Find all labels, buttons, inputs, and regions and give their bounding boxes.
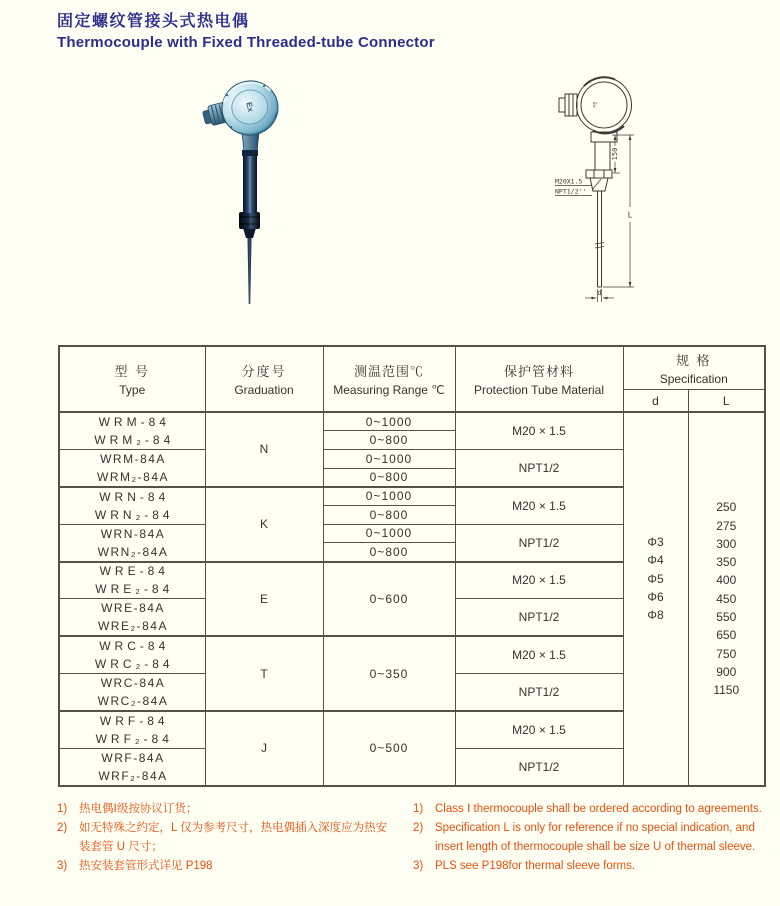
type-cell: WRC-84 xyxy=(59,636,205,655)
d-value: Φ4 xyxy=(647,553,664,568)
type-cell: WRF-84A xyxy=(59,748,205,767)
dim-label-diameter: d xyxy=(597,289,602,297)
type-cell: WRF₂-84A xyxy=(59,767,205,786)
type-cell: WRE-84 xyxy=(59,562,205,581)
col-header-grad-en: Graduation xyxy=(234,383,294,397)
footnote-item xyxy=(57,857,389,876)
footnote-number: 2) xyxy=(413,822,424,834)
footnotes-english xyxy=(413,800,769,876)
type-cell: WRM-84 xyxy=(59,412,205,431)
type-cell: WRC-84A xyxy=(59,674,205,693)
graduation-cell: T xyxy=(205,636,323,711)
head-neck xyxy=(242,132,259,156)
dim-label-length: L xyxy=(627,210,633,220)
range-cell: 0~500 xyxy=(323,711,455,786)
type-cell: WRF₂-84 xyxy=(59,730,205,749)
page-title-block xyxy=(57,8,435,51)
range-cell: 0~350 xyxy=(323,636,455,711)
drawing-ex-mark: Ex xyxy=(591,102,596,108)
footnote-text: 热安装套管形式详见 P198 xyxy=(79,860,213,872)
material-cell: NPT1/2 xyxy=(455,599,623,636)
col-header-material xyxy=(455,346,623,412)
range-cell: 0~800 xyxy=(323,543,455,562)
type-cell: WRF-84 xyxy=(59,711,205,730)
footnote-number: 1) xyxy=(413,803,424,815)
type-cell: WRE₂-84 xyxy=(59,580,205,599)
col-header-spec-cn: 规 格 xyxy=(675,353,712,368)
d-values-cell xyxy=(623,412,688,786)
dim-label-150: 150 xyxy=(611,147,619,161)
col-header-material-cn: 保护管材料 xyxy=(503,364,574,379)
l-value: 450 xyxy=(716,591,737,606)
footnote-number: 3) xyxy=(413,860,424,872)
d-value: Φ3 xyxy=(647,535,664,550)
range-cell: 0~1000 xyxy=(323,412,455,431)
footnote-item xyxy=(57,819,389,857)
l-value: 750 xyxy=(716,646,737,661)
terminal-head xyxy=(198,75,284,146)
l-value: 1150 xyxy=(713,683,740,698)
thread-label-npt: NPT1/2'' xyxy=(555,187,587,196)
l-value: 400 xyxy=(716,573,737,588)
col-header-range-cn: 测温范围℃ xyxy=(353,364,424,379)
col-header-range-en: Measuring Range ℃ xyxy=(333,383,445,397)
l-value: 275 xyxy=(716,518,737,533)
footnote-number: 1) xyxy=(57,803,68,815)
type-cell: WRE-84A xyxy=(59,599,205,618)
type-cell: WRM₂-84 xyxy=(59,431,205,450)
footnote-item xyxy=(57,800,389,819)
col-header-graduation xyxy=(205,346,323,412)
material-cell: M20 × 1.5 xyxy=(455,562,623,599)
graduation-cell: K xyxy=(205,487,323,562)
drawing-hex-nut xyxy=(586,170,612,178)
type-cell: WRN-84A xyxy=(59,524,205,543)
range-cell: 0~600 xyxy=(323,562,455,637)
material-cell: NPT1/2 xyxy=(455,449,623,486)
col-header-material-en: Protection Tube Material xyxy=(473,383,605,397)
d-value: Φ5 xyxy=(647,571,664,586)
footnote-text: Class Ⅰ thermocouple shall be ordered according to agreements. xyxy=(435,803,762,815)
stem xyxy=(243,154,257,213)
footnote-text: 如无特殊之约定，L 仅为参考尺寸，热电偶插入深度应为热安装套管 U 尺寸； xyxy=(79,822,388,853)
threaded-nut xyxy=(239,212,260,238)
l-value: 300 xyxy=(716,536,737,551)
graduation-cell: N xyxy=(205,412,323,487)
type-cell: WRC₂-84A xyxy=(59,692,205,711)
material-cell: M20 × 1.5 xyxy=(455,711,623,748)
col-header-type-cn: 型 号 xyxy=(114,364,151,379)
table-row xyxy=(59,412,765,431)
probe-shaft xyxy=(248,238,252,304)
col-header-type-en: Type xyxy=(119,383,146,397)
type-cell: WRN₂-84A xyxy=(59,543,205,562)
col-header-grad-cn: 分度号 xyxy=(241,364,287,379)
thread-label-m20: M20X1.5 xyxy=(555,177,583,186)
range-cell: 0~1000 xyxy=(323,449,455,468)
range-cell: 0~800 xyxy=(323,468,455,487)
col-header-l: L xyxy=(688,390,765,413)
l-value: 250 xyxy=(716,500,737,515)
material-cell: NPT1/2 xyxy=(455,524,623,561)
graduation-cell: J xyxy=(205,711,323,786)
range-cell: 0~1000 xyxy=(323,487,455,506)
material-cell: M20 × 1.5 xyxy=(455,487,623,524)
footnotes-chinese xyxy=(57,800,389,876)
type-cell: WRM-84A xyxy=(59,449,205,468)
type-cell: WRM₂-84A xyxy=(59,468,205,487)
l-values-cell xyxy=(688,412,765,786)
l-value: 650 xyxy=(716,628,737,643)
footnote-text: 热电偶Ⅰ级按协议订货； xyxy=(79,803,198,815)
d-value: Φ8 xyxy=(647,608,664,623)
range-cell: 0~1000 xyxy=(323,524,455,543)
graduation-cell: E xyxy=(205,562,323,637)
material-cell: NPT1/2 xyxy=(455,748,623,785)
footnote-item xyxy=(413,857,769,876)
type-cell: WRN-84 xyxy=(59,487,205,506)
material-cell: M20 × 1.5 xyxy=(455,412,623,449)
type-cell: WRN₂-84 xyxy=(59,505,205,524)
ex-mark: Ex xyxy=(244,101,256,113)
col-header-spec-en: Specification xyxy=(659,372,728,386)
col-header-specification xyxy=(623,346,765,390)
d-value: Φ6 xyxy=(647,590,664,605)
col-header-d: d xyxy=(623,390,688,413)
material-cell: NPT1/2 xyxy=(455,674,623,711)
footnote-number: 2) xyxy=(57,822,68,834)
l-value: 350 xyxy=(716,555,737,570)
col-header-type xyxy=(59,346,205,412)
l-value: 550 xyxy=(716,610,737,625)
page-title-chinese: 固定螺纹管接头式热电偶 xyxy=(57,13,250,30)
dimension-drawing xyxy=(535,62,690,312)
footnote-text: Specification L is only for reference if no special indication, and insert length of thermocouple shall be size U of thermal sleeve. xyxy=(435,822,756,853)
col-header-range xyxy=(323,346,455,412)
page-title-english: Thermocouple with Fixed Threaded-tube Connector xyxy=(57,34,435,51)
l-value: 900 xyxy=(716,664,737,679)
type-cell: WRE₂-84A xyxy=(59,618,205,637)
material-cell: M20 × 1.5 xyxy=(455,636,623,673)
spec-table xyxy=(58,345,766,787)
footnote-text: PLS see P198for thermal sleeve forms. xyxy=(435,860,636,872)
footnote-item xyxy=(413,819,769,857)
type-cell: WRC₂-84 xyxy=(59,655,205,674)
product-photo xyxy=(193,66,318,311)
footnote-number: 3) xyxy=(57,860,68,872)
range-cell: 0~800 xyxy=(323,431,455,450)
footnote-item xyxy=(413,800,769,819)
range-cell: 0~800 xyxy=(323,505,455,524)
